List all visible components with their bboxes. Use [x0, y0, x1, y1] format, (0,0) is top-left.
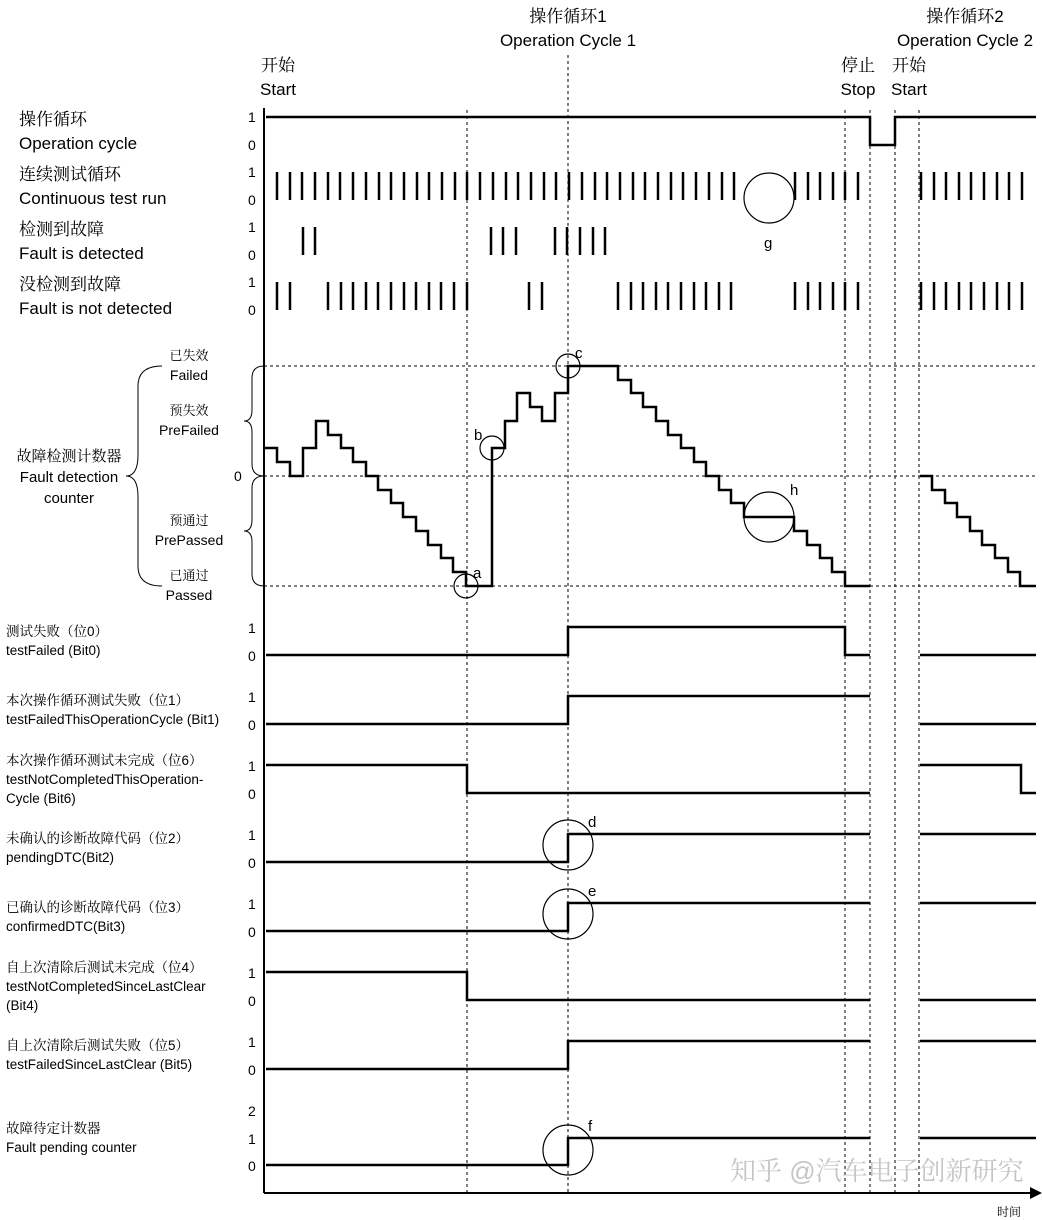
op-cycle-waveform [266, 117, 1036, 145]
cont-test-label-cn: 连续测试循环 [19, 165, 121, 184]
bit3-waveform [266, 903, 870, 931]
level-1: 1 [248, 689, 256, 705]
bit-marker-labels [588, 814, 596, 1135]
marker-d-label: d [588, 814, 597, 831]
level-1: 1 [248, 164, 256, 180]
level-1: 1 [248, 274, 256, 290]
bit3-label-cn: 已确认的诊断故障代码（位3） [6, 900, 190, 915]
level-1: 1 [248, 219, 256, 235]
cont-test-label-en: Continuous test run [19, 189, 167, 208]
level-1: 1 [248, 1034, 256, 1050]
bit0-waveform [266, 627, 870, 655]
bit0-label-cn: 测试失败（位0） [6, 624, 109, 639]
fault-detected-pulses [303, 227, 605, 255]
stop-en: Stop [840, 80, 876, 99]
start1-en: Start [260, 80, 296, 99]
op-cycle-label-cn: 操作循环 [19, 110, 87, 129]
level-0: 0 [248, 993, 256, 1009]
cycle1-title-en: Operation Cycle 1 [499, 31, 637, 50]
op-cycle-label-en: Operation cycle [19, 134, 138, 153]
prepassed-cn: 预通过 [169, 513, 209, 528]
bit6-waveform-cycle2 [920, 765, 1036, 793]
failed-en: Failed [169, 367, 209, 383]
level-0: 0 [248, 1062, 256, 1078]
status-bit-labels [6, 624, 219, 1155]
level-1: 1 [248, 965, 256, 981]
counter-title-cn: 故障检测计数器 [16, 448, 122, 465]
level-0: 0 [248, 648, 256, 664]
row-labels-top [19, 110, 172, 318]
watermark: 知乎 @汽车电子创新研究 [730, 1156, 1024, 1186]
counter-zero: 0 [234, 468, 242, 484]
bit2-label-en: pendingDTC(Bit2) [6, 850, 115, 865]
continuous-test-pulses [277, 172, 1022, 200]
time-axis-label: 时间 [997, 1205, 1022, 1219]
marker-h-label: h [790, 482, 799, 499]
level-1: 1 [248, 620, 256, 636]
start1-cn: 开始 [261, 56, 295, 75]
level-1: 1 [248, 1131, 256, 1147]
marker-e-label: e [588, 883, 597, 900]
level-numbers-bits [248, 620, 256, 1174]
bit4-label-cn: 自上次清除后测试未完成（位4） [6, 960, 203, 975]
bit6-label-en2: Cycle (Bit6) [6, 791, 76, 806]
level-1: 1 [248, 896, 256, 912]
bit2-label-cn: 未确认的诊断故障代码（位2） [6, 831, 190, 846]
fault-det-label-cn: 检测到故障 [19, 220, 104, 239]
bit0-label-en: testFailed (Bit0) [6, 643, 101, 658]
level-1: 1 [248, 758, 256, 774]
bit4-label-en1: testNotCompletedSinceLastClear [6, 979, 206, 994]
bit6-label-cn: 本次操作循环测试未完成（位6） [6, 753, 203, 768]
marker-c-label: c [575, 345, 583, 362]
level-1: 1 [248, 827, 256, 843]
bit5-label-cn: 自上次清除后测试失败（位5） [6, 1038, 190, 1053]
bit1-waveform [266, 696, 870, 724]
marker-b-label: b [474, 427, 483, 444]
passed-en: Passed [165, 587, 213, 603]
marker-a-label: a [473, 565, 482, 582]
bit5-waveform [266, 1041, 870, 1069]
bit5-label-en: testFailedSinceLastClear (Bit5) [6, 1057, 193, 1072]
fault-det-label-en: Fault is detected [19, 244, 144, 263]
prefailed-en: PreFailed [159, 422, 219, 438]
bit2-waveform [266, 834, 870, 862]
level-0: 0 [248, 786, 256, 802]
failed-cn: 已失效 [169, 348, 209, 363]
level-0: 0 [248, 137, 256, 153]
counter-title-en2: counter [43, 490, 95, 507]
level-0: 0 [248, 1158, 256, 1174]
status-bit-waveforms [266, 627, 1036, 1165]
level-0: 0 [248, 302, 256, 318]
fault-detection-counter-waveform-cycle2 [920, 476, 1036, 586]
counter-title-en1: Fault detection [19, 469, 119, 486]
counter-braces [126, 366, 264, 586]
level-0: 0 [248, 192, 256, 208]
start2-cn: 开始 [892, 56, 926, 75]
time-axis-arrow [1030, 1187, 1042, 1199]
start2-en: Start [891, 80, 927, 99]
marker-f-label: f [588, 1118, 593, 1135]
fault-not-label-cn: 没检测到故障 [19, 275, 121, 294]
level-0: 0 [248, 855, 256, 871]
marker-g-label: g [764, 235, 773, 252]
pend-label-cn: 故障待定计数器 [6, 1121, 101, 1136]
reference-lines [467, 55, 919, 1193]
axes [264, 108, 1036, 1193]
level-numbers-top [248, 109, 256, 318]
pend-label-en: Fault pending counter [6, 1140, 137, 1155]
level-2: 2 [248, 1103, 256, 1119]
level-1: 1 [248, 109, 256, 125]
cycle2-title-cn: 操作循环2 [926, 7, 1004, 26]
cycle1-title-cn: 操作循环1 [529, 7, 607, 26]
bit3-label-en: confirmedDTC(Bit3) [6, 919, 126, 934]
fault-not-detected-pulses [277, 282, 1022, 310]
prepassed-en: PrePassed [154, 532, 224, 548]
passed-cn: 已通过 [169, 568, 209, 583]
bit6-label-en1: testNotCompletedThisOperation- [6, 772, 204, 787]
fault-not-label-en: Fault is not detected [19, 299, 173, 318]
level-0: 0 [248, 247, 256, 263]
header [260, 7, 1033, 99]
level-0: 0 [248, 717, 256, 733]
bit4-label-en2: (Bit4) [6, 998, 39, 1013]
bit1-label-cn: 本次操作循环测试失败（位1） [6, 693, 190, 708]
marker-g-circle [744, 173, 794, 223]
counter-marker-labels [473, 345, 798, 582]
level-0: 0 [248, 924, 256, 940]
bit1-label-en: testFailedThisOperationCycle (Bit1) [6, 712, 220, 727]
prefailed-cn: 预失效 [169, 403, 209, 418]
stop-cn: 停止 [841, 56, 875, 75]
cycle2-title-en: Operation Cycle 2 [896, 31, 1034, 50]
